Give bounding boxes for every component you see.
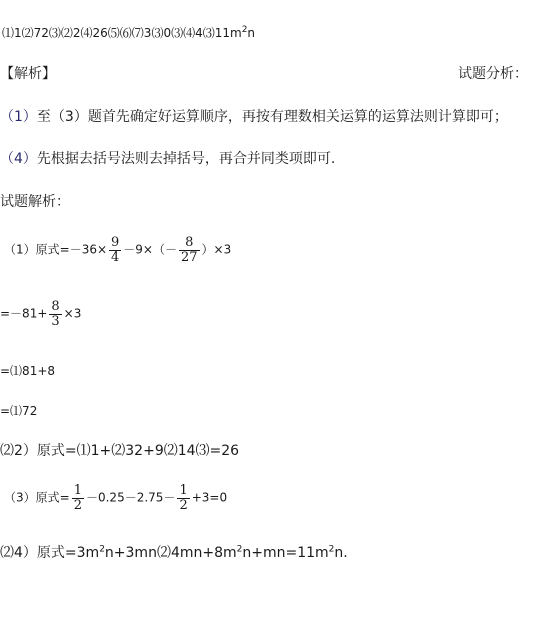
fraction-numerator: 8 bbox=[51, 299, 60, 314]
superscript: 2 bbox=[99, 544, 105, 555]
fraction-denominator: 27 bbox=[181, 249, 198, 265]
fraction-numerator: 1 bbox=[73, 483, 82, 498]
solution-line-1 bbox=[4, 236, 231, 264]
answer-line bbox=[2, 24, 255, 41]
solution-line-6 bbox=[4, 484, 227, 512]
solution-line-7 bbox=[0, 542, 348, 562]
analysis-right-label: 试题分析： bbox=[458, 66, 528, 82]
point-4-text: 先根据去括号法则去掉括号，再合并同类项即可. bbox=[36, 151, 336, 167]
point-4-number: （4） bbox=[0, 151, 37, 167]
line-7-d: n. bbox=[334, 545, 348, 561]
line-2-prefix: =－81+ bbox=[0, 306, 48, 321]
fraction-1-2 bbox=[72, 484, 84, 512]
analysis-heading: 【解析】 bbox=[0, 66, 56, 82]
fraction-numerator: 9 bbox=[111, 235, 120, 250]
line-2-suffix: ×3 bbox=[63, 306, 82, 321]
superscript: 2 bbox=[236, 544, 243, 555]
solution-heading: 试题解析： bbox=[0, 194, 70, 210]
solution-line-5: ⑵2）原式=⑴1+⑵32+9⑵14⑶=26 bbox=[0, 443, 240, 459]
answer-superscript: 2 bbox=[241, 25, 248, 35]
line-7-b: n+3mn⑵4mn+8m bbox=[104, 545, 237, 561]
line-1-prefix: （1）原式=－36× bbox=[4, 242, 108, 257]
line-6-suffix: +3=0 bbox=[191, 490, 228, 505]
fraction-9-4 bbox=[109, 236, 121, 264]
line-6-prefix: （3）原式= bbox=[4, 490, 70, 505]
fraction-denominator: 2 bbox=[73, 497, 82, 513]
point-1-number: （1） bbox=[0, 109, 37, 125]
line-1-mid: －9×（－ bbox=[123, 242, 177, 257]
point-1-text: 至（3）题首先确定好运算顺序，再按有理数相关运算的运算法则计算即可； bbox=[36, 109, 508, 125]
fraction-1-2 bbox=[177, 484, 189, 512]
analysis-point-1 bbox=[0, 106, 508, 126]
fraction-8-3 bbox=[49, 300, 61, 328]
line-6-mid: －0.25－2.75－ bbox=[85, 490, 176, 505]
fraction-denominator: 4 bbox=[111, 249, 120, 265]
line-1-suffix: ）×3 bbox=[201, 242, 232, 257]
fraction-8-27 bbox=[179, 236, 200, 264]
superscript: 2 bbox=[328, 544, 335, 555]
solution-line-3: =⑴81+8 bbox=[0, 364, 56, 378]
line-7-c: n+mn=11m bbox=[242, 545, 329, 561]
solution-line-4: =⑴72 bbox=[0, 404, 38, 418]
solution-line-2 bbox=[0, 300, 81, 328]
fraction-denominator: 3 bbox=[51, 313, 60, 329]
line-7-a: ⑵4）原式=3m bbox=[0, 545, 100, 561]
analysis-point-4 bbox=[0, 148, 335, 168]
fraction-numerator: 1 bbox=[179, 483, 188, 498]
answer-text: ⑴1⑵72⑶⑵2⑷26⑸⑹⑺3⑶0⑶⑷4⑶11m bbox=[2, 26, 242, 40]
fraction-numerator: 8 bbox=[185, 235, 194, 250]
answer-tail: n bbox=[247, 26, 256, 40]
fraction-denominator: 2 bbox=[179, 497, 188, 513]
